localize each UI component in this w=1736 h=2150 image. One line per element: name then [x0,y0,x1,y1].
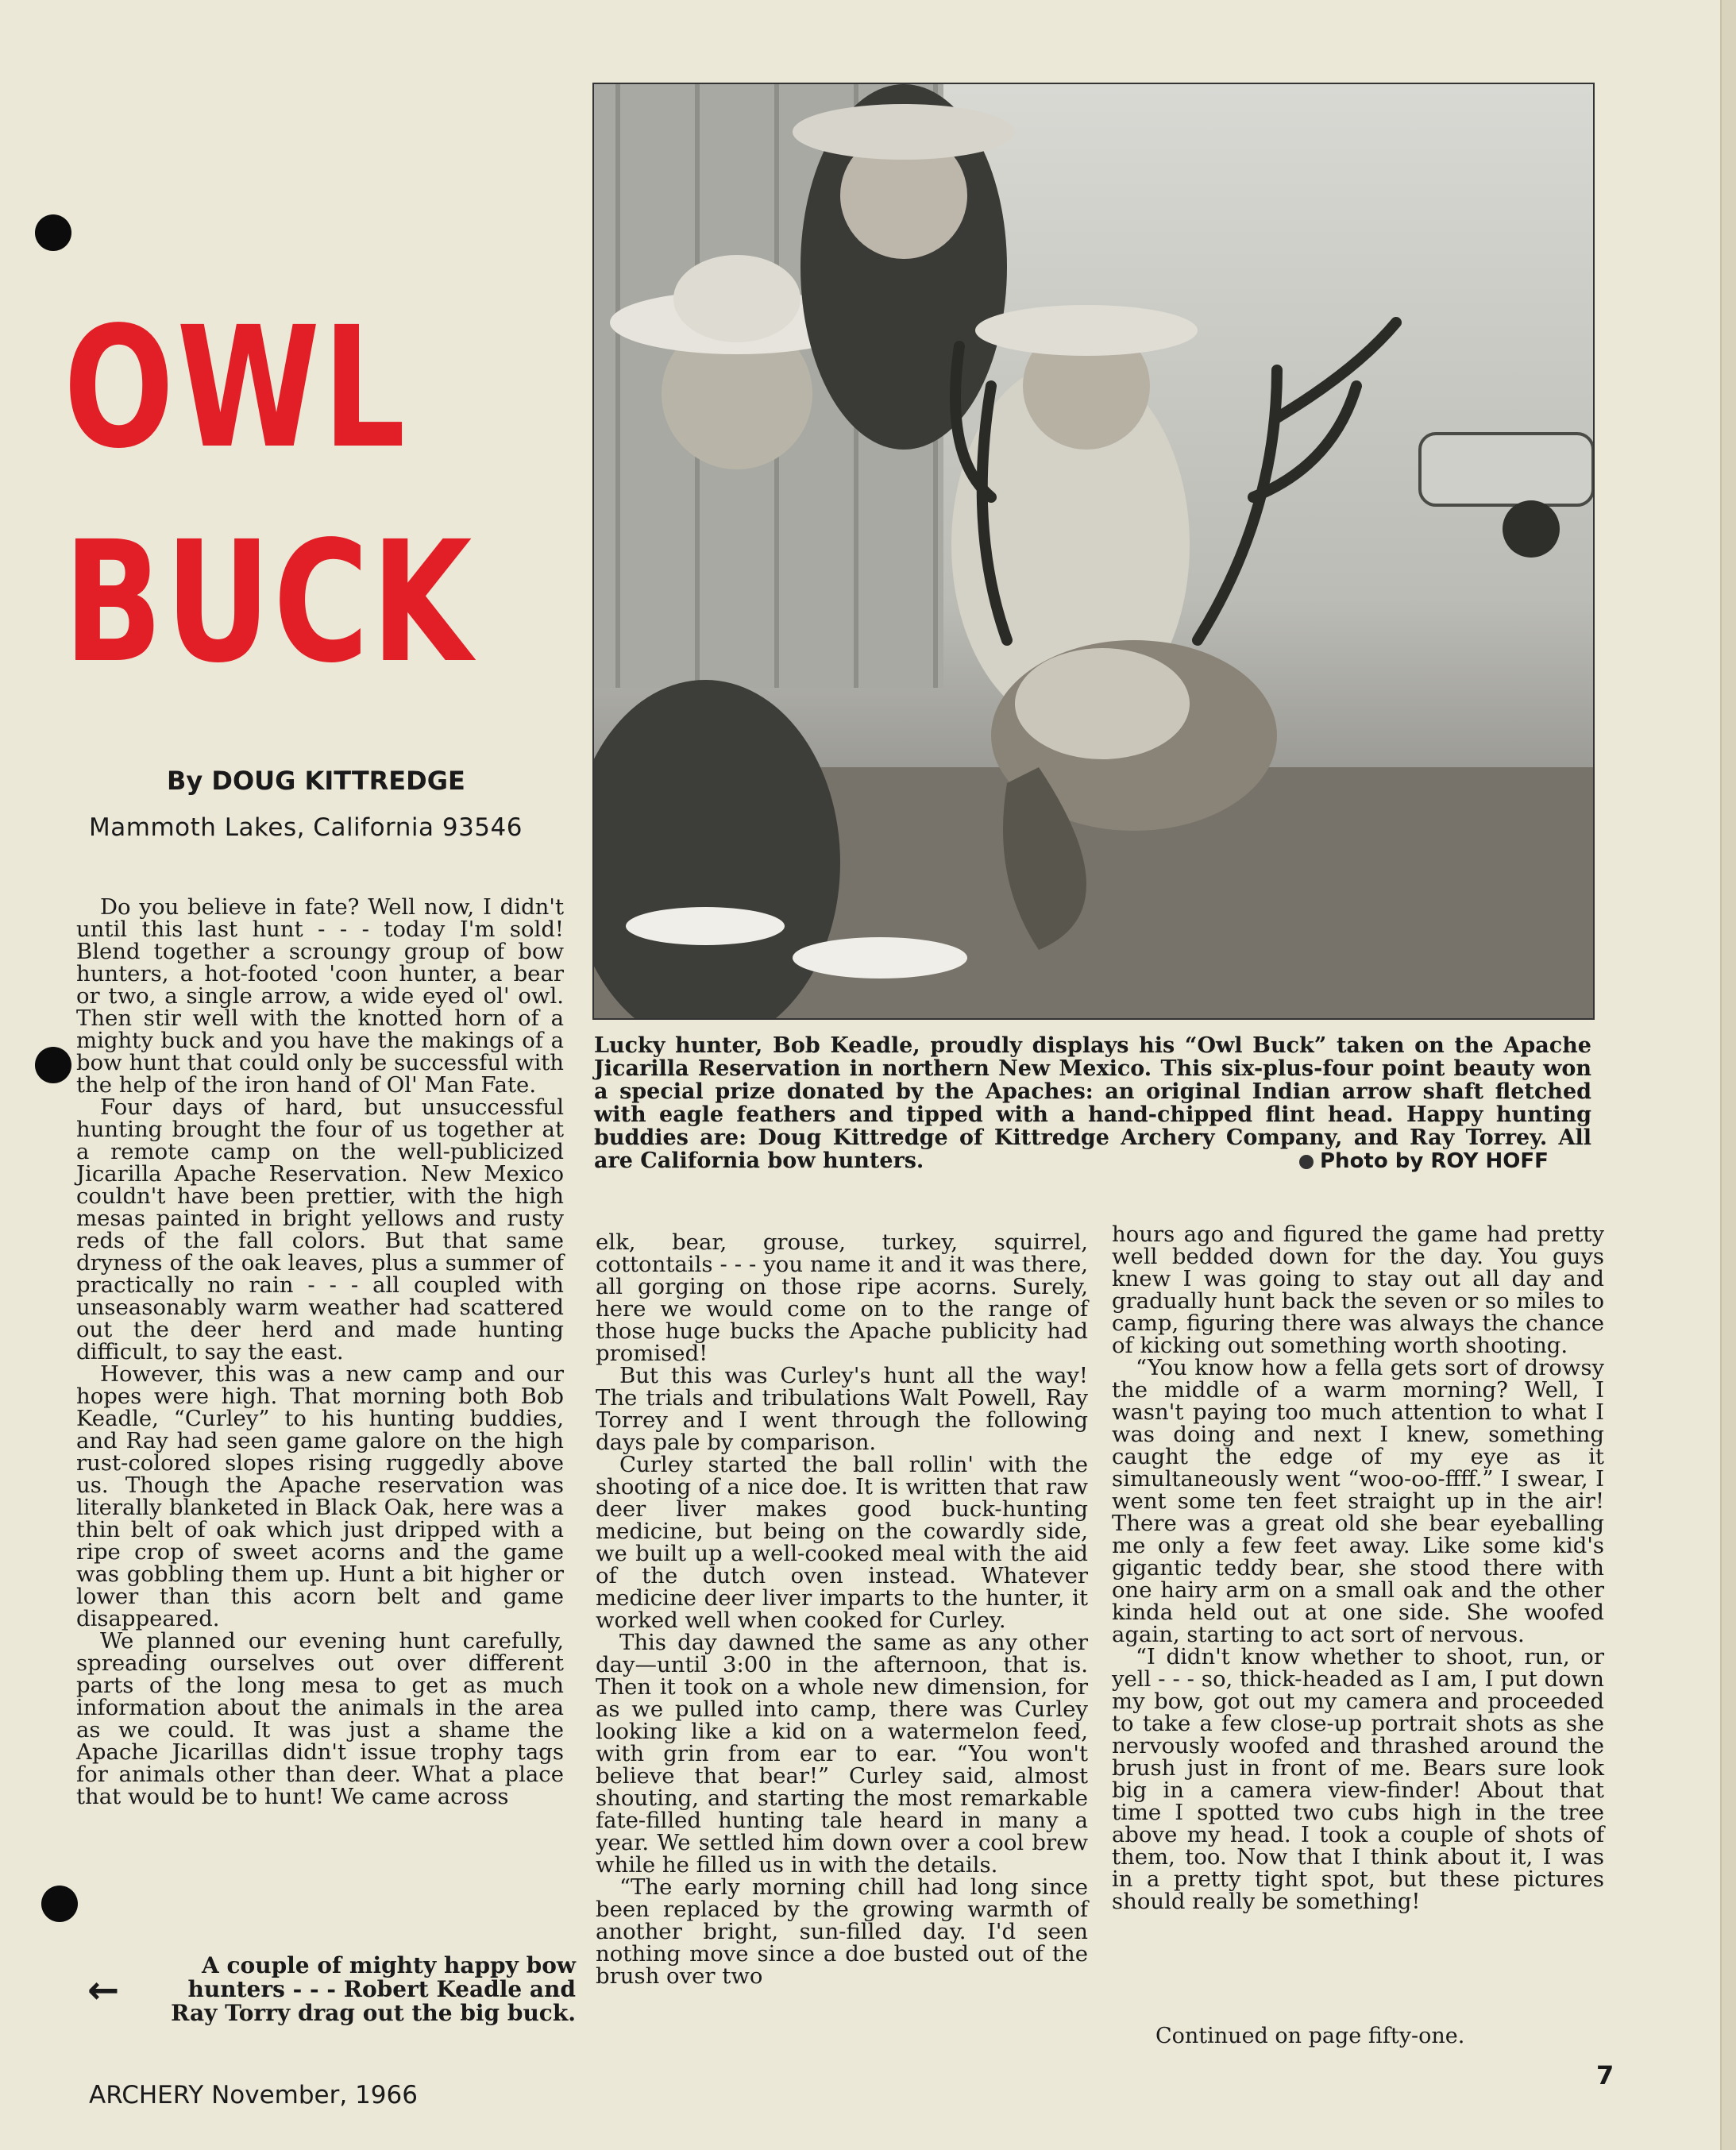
paragraph: Curley started the ball rollin' with the shooting of a nice doe. It is written that raw deer liver makes good buck-hunting medicine, but being on the cowardly side, we built up a well-cooked meal with the aid of the dutch oven instead. Whatever medicine deer liver imparts to the hunter, it worked well when cooked for Curley. [596,1452,1088,1633]
punch-hole [35,214,71,251]
byline: By DOUG KITTREDGE [167,766,465,796]
paragraph: elk, bear, grouse, turkey, squirrel, cottontails - - - you name it and it was there, all gorging on those ripe acorns. Surely, here we would come on to the range of those huge bucks the Apache publicity had promised! [596,1229,1088,1366]
paragraph: hours ago and figured the game had pretty well bedded down for the day. You guys knew I was going to stay out all day and gradually hunt back the seven or so miles to camp, figuring there was always the chance of kicking out something worth shooting. [1112,1222,1604,1358]
punch-hole [41,1886,78,1922]
paragraph: “The early morning chill had long since been replaced by the growing warmth of another bright, sun-filled day. I'd seen nothing move since a doe busted out of the brush over two [596,1874,1088,1989]
title-line2: BUCK [64,505,475,700]
hunters-photo-illustration [594,84,1593,1018]
paragraph: We planned our evening hunt carefully, spreading ourselves out over different parts of the long mesa to get as much information about the animals in the area as we could. It was just a shame the Apache Jicarillas didn't issue trophy tags for animals other than deer. What a place that would be to hunt! We came across [76,1628,564,1809]
continued-note: Continued on page fifty-one. [1155,2024,1465,2048]
photo-credit-text: Photo by ROY HOFF [1320,1149,1549,1173]
magazine-footer: ARCHERY November, 1966 [89,2081,418,2109]
punch-hole [35,1047,71,1083]
hunters-photo [592,83,1595,1020]
page-number: 7 [1596,2060,1614,2090]
side-photo-caption: A couple of mighty happy bow hunters - - - Robert Keadle and Ray Torry drag out the big buck. [171,1952,576,2026]
paragraph: “I didn't know whether to shoot, run, or yell - - - so, thick-headed as I am, I put down my bow, got out my camera and proceeded to take a few close-up portrait shots as she nervously woofed and thrashed around the brush just in front of me. Bears sure look big in a camera view-finder! About that time I spotted two cubs high in the tree above my head. I took a couple of shots of them, too. Now that I think about it, I was in a pretty tight spot, but these pictures should really be something! [1112,1644,1604,1914]
paragraph: Four days of hard, but unsuccessful hunting brought the four of us together at a remote camp on the well-publicized Jicarilla Apache Reservation. New Mexico couldn't have been prettier, with the high mesas painted in bright yellows and rusty reds of the fall colors. But that same dryness of the oak leaves, plus a summer of practically no rain - - - all coupled with unseasonably warm weather had scattered out the deer herd and made hunting difficult, to say the east. [76,1094,564,1364]
paragraph: Do you believe in fate? Well now, I didn't until this last hunt - - - today I'm sold! Blend together a scroungy group of bow hunters, a hot-footed 'coon hunter, a bear or two, a single arrow, a wide eyed ol' owl. Then stir well with the knotted horn of a mighty buck and you have the makings of a bow hunt that could only be successful with the help of the iron hand of Ol' Man Fate. [76,894,564,1098]
paragraph: But this was Curley's hunt all the way! The trials and tribulations Walt Powell, Ray Torrey and I went through the following days pale by comparison. [596,1363,1088,1455]
title-line1: OWL [64,291,408,485]
author-location: Mammoth Lakes, California 93546 [89,813,523,842]
body-column-3 [1112,1223,1604,1913]
page-edge [1720,0,1736,2150]
body-column-2 [596,1231,1088,1987]
bullet-icon [1299,1155,1314,1169]
photo-credit [1299,1149,1549,1173]
paragraph: “You know how a fella gets sort of drowsy the middle of a warm morning? Well, I wasn't paying too much attention to what I was doing and next I knew, something caught the edge of my eye as it simultaneously went “woo-oo-ffff.” I swear, I went some ten feet straight up in the air! There was a great old she bear eyeballing me only a few feet away. Like some kid's gigantic teddy bear, she stood there with one hairy arm on a small oak and the other kinda held out at one side. She woofed again, starting to act sort of nervous. [1112,1355,1604,1647]
paragraph: This day dawned the same as any other day—until 3:00 in the afternoon, that is. Then it took on a whole new dimension, for as we pulled into camp, there was Curley looking like a kid on a watermelon feed, with grin from ear to ear. “You won't believe that bear!” Curley said, almost shouting, and starting the most remarkable fate-filled hunting tale heard in many a year. We settled him down over a cool brew while he filled us in with the details. [596,1630,1088,1878]
paragraph: However, this was a new camp and our hopes were high. That morning both Bob Keadle, “Curley” to his hunting buddies, and Ray had seen game galore on the high rust-colored slopes rising ruggedly above us. Though the Apache reservation was literally blanketed in Black Oak, here was a thin belt of oak which just dripped with a ripe crop of sweet acorns and the game was gobbling them up. Hunt a bit higher or lower than this acorn belt and game disappeared. [76,1361,564,1631]
photo-caption: Lucky hunter, Bob Keadle, proudly displays his “Owl Buck” taken on the Apache Jicarilla Reservation in northern New Mexico. This six-plus-four point beauty won a special prize donated by the Apaches: an original Indian arrow shaft fletched with eagle feathers and tipped with a hand-chipped flint head. Happy hunting buddies are: Doug Kittredge of Kittredge Archery Company, and Ray Torrey. All are California bow hunters. [594,1033,1591,1173]
left-arrow-icon: ← [87,1968,120,2013]
body-column-1 [76,896,564,1808]
